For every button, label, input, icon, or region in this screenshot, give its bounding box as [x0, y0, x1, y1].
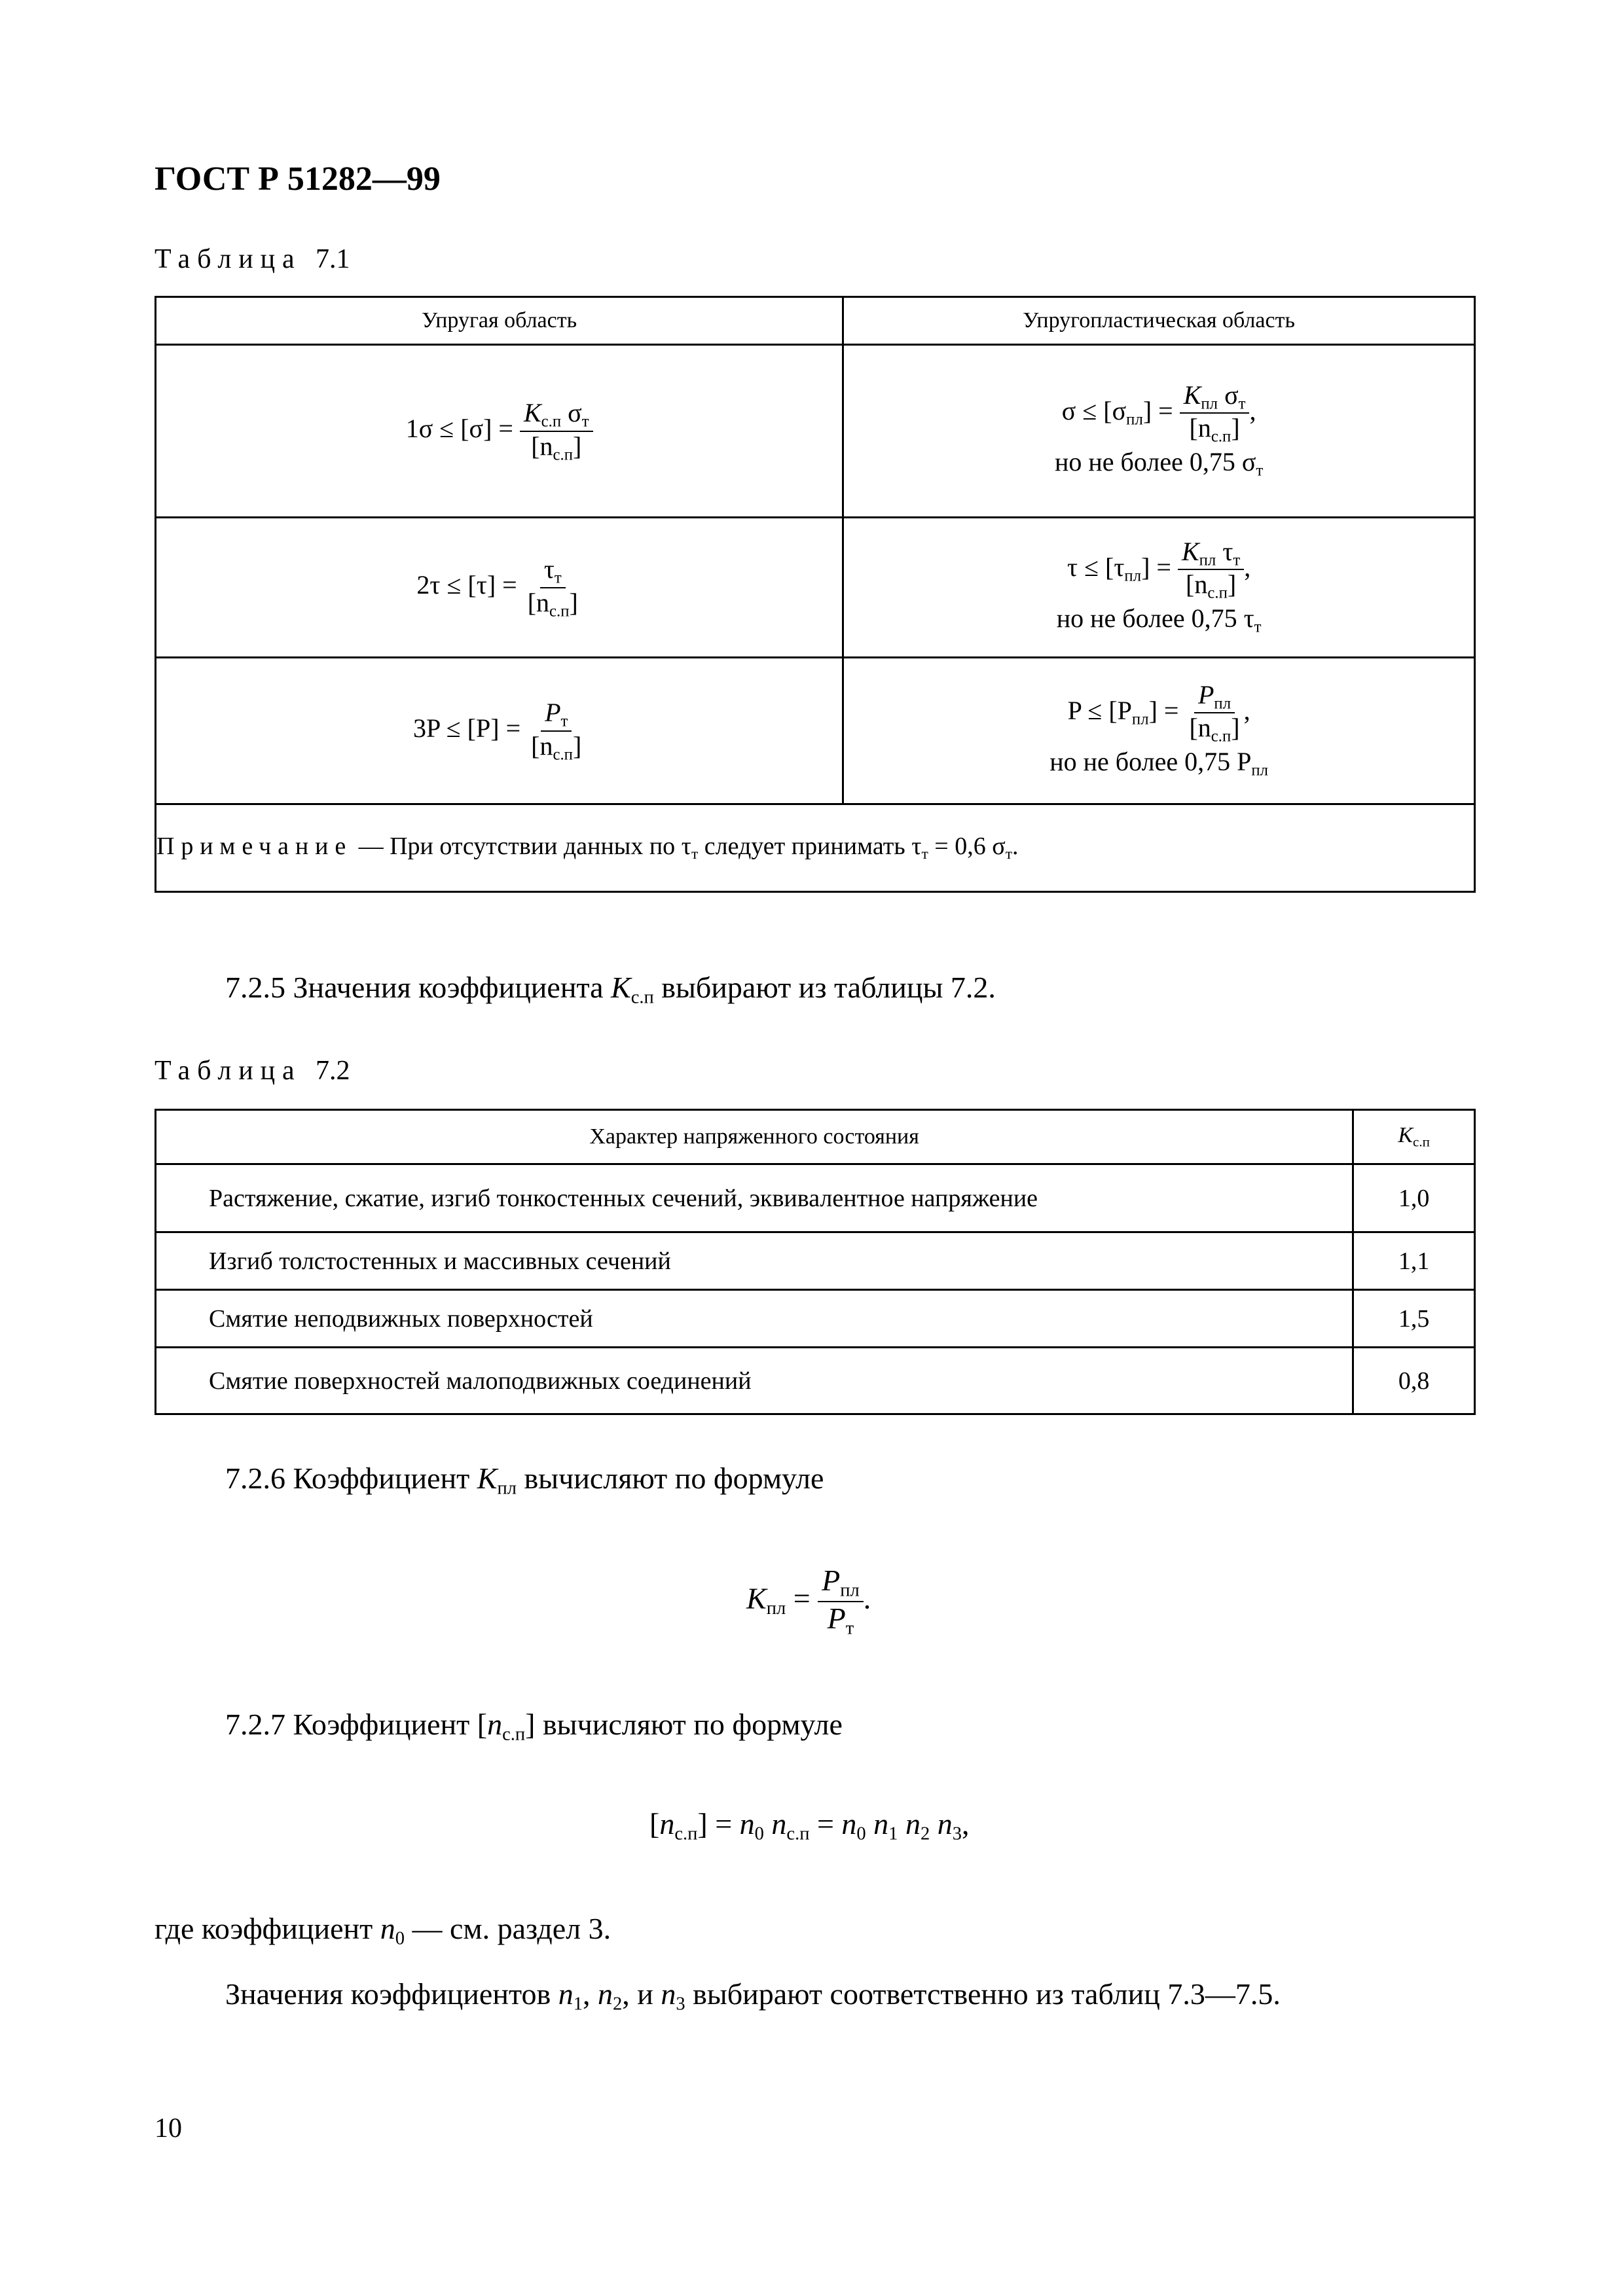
table-7-1-caption	[155, 243, 350, 275]
k-cell: 1,5	[1353, 1290, 1475, 1348]
table-row	[156, 1164, 1475, 1232]
formula-elastic-3: 3P ≤ [P] = $\frac{P_т}{[n_{с.п}]}$	[156, 658, 843, 804]
state-cell: Смятие неподвижных поверхностей	[156, 1290, 1353, 1348]
document-header: ГОСТ Р 51282—99	[155, 160, 441, 198]
table-7-2-caption	[155, 1055, 350, 1086]
table-row	[156, 658, 1475, 804]
table-row	[156, 1348, 1475, 1414]
table-row	[156, 345, 1475, 518]
column-header-plastic: Упругопластическая область	[843, 297, 1475, 345]
column-header-k: $K_{с.п}$	[1353, 1110, 1475, 1164]
k-cell: 0,8	[1353, 1348, 1475, 1414]
state-cell: Смятие поверхностей малоподвижных соединений	[156, 1348, 1353, 1414]
table-row	[156, 518, 1475, 658]
formula-plastic-3: $P \le [P_{пл}]$ = $\frac{P_{пл}}{[n_{с.п}]}$ , но не более 0,75 $P_{пл}$	[843, 658, 1475, 804]
k-cell: 1,0	[1353, 1164, 1475, 1232]
state-cell: Изгиб толстостенных и массивных сечений	[156, 1232, 1353, 1290]
formula-plastic-1: $\sigma \le [\sigma_{пл}]$ = $\frac{K_{пл} \sigma_т}{[n_{с.п}]}$ , но не более 0,75 $\sigma_т$	[843, 345, 1475, 518]
caption-number: 7.2	[316, 1056, 350, 1086]
table-7-1	[155, 296, 1476, 893]
formula-elastic-2: 2τ ≤ [τ] = $\frac{\tau_т}{[n_{с.п}]}$	[156, 518, 843, 658]
k-cell: 1,1	[1353, 1232, 1475, 1290]
formula-elastic-1: 1σ ≤ [σ] = $\frac{K_{с.п} \sigma_т}{[n_{с.п}]}$	[156, 345, 843, 518]
table-row	[156, 1232, 1475, 1290]
limit-note: но не более 0,75 $P_{пл}$	[1049, 746, 1268, 780]
limit-note: но не более 0,75 $\sigma_т$	[1054, 446, 1264, 480]
column-header-elastic: Упругая область	[156, 297, 843, 345]
caption-number: 7.1	[316, 244, 350, 274]
caption-word: Таблица	[155, 244, 302, 274]
paragraph-where: где коэффициент $n_0$ — см. раздел 3.	[155, 1912, 611, 1949]
limit-note: но не более 0,75 $\tau_т$	[1056, 603, 1262, 636]
paragraph-7-2-6: 7.2.6 Коэффициент $K_{пл}$ вычисляют по формуле	[225, 1462, 824, 1499]
paragraph-values: Значения коэффициентов $n_1$, $n_2$, и $n_3$ выбирают соответственно из таблиц 7.3—7.5.	[225, 1977, 1281, 2015]
table-note: Примечание — При отсутствии данных по $\tau_т$ следует принимать $\tau_т = 0,6$ $\sigma_т$.	[156, 804, 1475, 892]
table-7-2	[155, 1109, 1476, 1415]
formula-k-pl: $K_{пл}$ = $\frac{P_{пл}}{P_т}$ .	[746, 1564, 871, 1639]
paragraph-7-2-7: 7.2.7 Коэффициент $[n_{с.п}]$ вычисляют по формуле	[225, 1708, 843, 1745]
column-header-state: Характер напряженного состояния	[156, 1110, 1353, 1164]
caption-word: Таблица	[155, 1056, 302, 1086]
formula-plastic-2: $\tau \le [\tau_{пл}]$ = $\frac{K_{пл} \tau_т}{[n_{с.п}]}$ , но не более 0,75 $\tau_т$	[843, 518, 1475, 658]
page-number: 10	[155, 2113, 182, 2144]
paragraph-7-2-5: 7.2.5 Значения коэффициента $K_{с.п}$ выбирают из таблицы 7.2.	[225, 971, 996, 1008]
formula-n-sp: $[n_{с.п}] = n_0$ $n_{с.п} = n_0$ $n_1$ $n_2$ $n_3$,	[649, 1807, 970, 1844]
table-row	[156, 1290, 1475, 1348]
state-cell: Растяжение, сжатие, изгиб тонкостенных сечений, эквивалентное напряжение	[156, 1164, 1353, 1232]
